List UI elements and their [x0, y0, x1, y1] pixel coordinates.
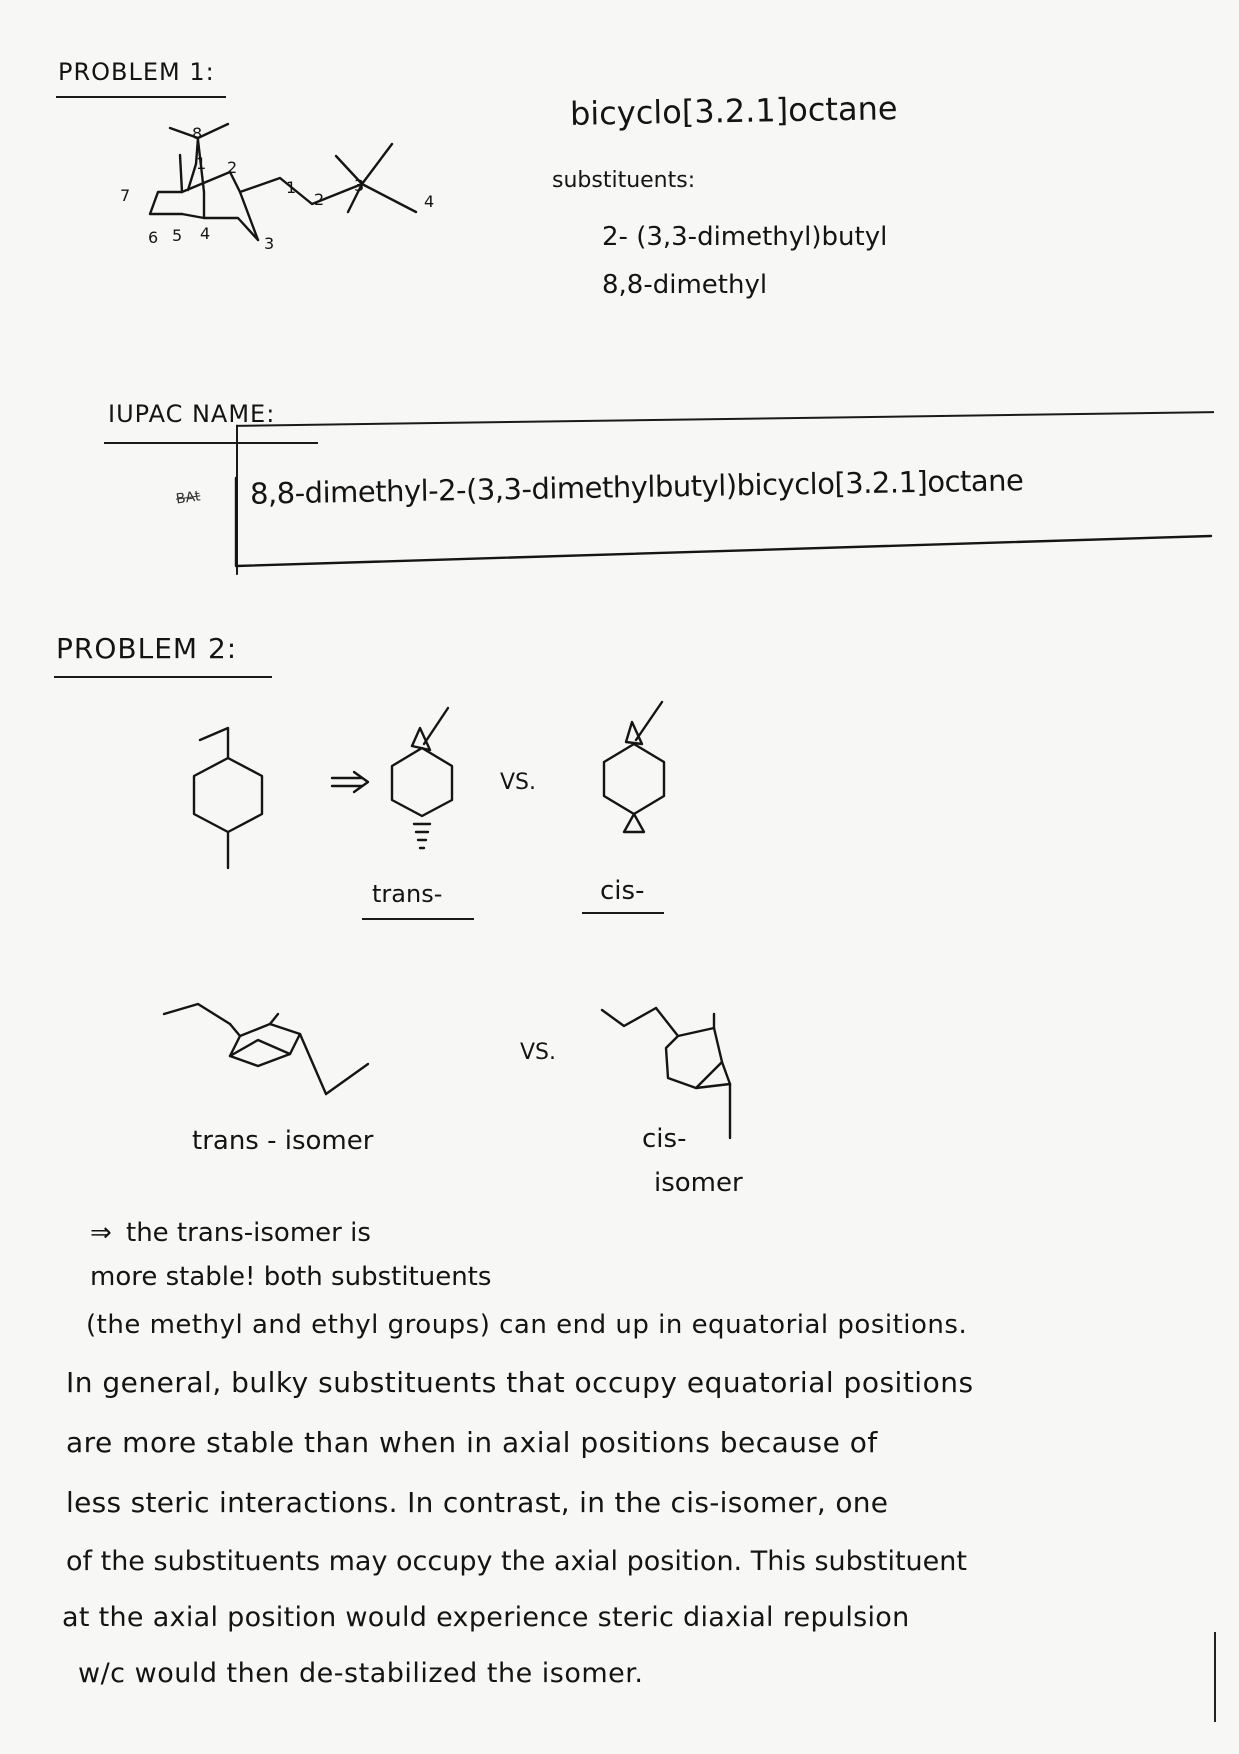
cis-isomer-label-line1: cis- [642, 1124, 687, 1154]
crossed-out-text: BAt [175, 488, 202, 508]
cis-chair-conformation [598, 1000, 798, 1150]
problem1-heading-underline [56, 96, 226, 98]
conclusion-line-1: the trans-isomer is [126, 1218, 371, 1248]
chain-number-1: 1 [286, 178, 297, 197]
chain-number-2: 2 [314, 190, 325, 209]
parent-name: bicyclo[3.2.1]octane [569, 89, 898, 133]
problem2-heading-underline [54, 676, 272, 678]
substituents-label: substituents: [552, 168, 696, 193]
conclusion-line-3: (the methyl and ethyl groups) can end up in equatorial positions. [86, 1310, 968, 1340]
conclusion-line-7: of the substituents may occupy the axial position. This substituent [66, 1546, 967, 1577]
trans-isomer-label: trans - isomer [192, 1126, 374, 1156]
chain-number-4: 4 [424, 192, 435, 211]
vs-label-2: VS. [520, 1040, 557, 1065]
conclusion-line-4: In general, bulky substituents that occupy equatorial positions [66, 1366, 974, 1399]
cis-label: cis- [600, 876, 645, 906]
ring-number-1: 1 [196, 154, 207, 173]
ring-number-2: 2 [227, 158, 238, 177]
iupac-name: 8,8-dimethyl-2-(3,3-dimethylbutyl)bicyclo[3.2.1]octane [249, 463, 1024, 511]
conclusion-arrow: ⇒ [90, 1218, 112, 1248]
trans-label-underline [362, 918, 474, 920]
trans-chair-conformation [158, 1000, 398, 1110]
cis-label-underline [582, 912, 664, 914]
substituent-2: 8,8-dimethyl [602, 270, 768, 300]
chain-number-3: 3 [354, 176, 365, 195]
problem2-heading: PROBLEM 2: [56, 632, 238, 665]
ring-number-3: 3 [264, 234, 275, 253]
substituent-1: 2- (3,3-dimethyl)butyl [602, 222, 888, 252]
ring-number-8: 8 [192, 124, 203, 143]
conclusion-line-2: more stable! both substituents [90, 1262, 492, 1292]
conclusion-line-9: w/c would then de-stabilized the isomer. [78, 1658, 644, 1689]
cis-structure [576, 696, 686, 886]
starting-cyclohexane [160, 710, 320, 880]
margin-line [1214, 1632, 1216, 1722]
cis-isomer-label-line2: isomer [654, 1168, 743, 1198]
vs-label-1: VS. [500, 770, 537, 795]
ring-number-4: 4 [200, 224, 211, 243]
conclusion-line-8: at the axial position would experience steric diaxial repulsion [62, 1602, 910, 1633]
problem1-heading: PROBLEM 1: [58, 58, 215, 86]
conclusion-line-5: are more stable than when in axial positions because of [66, 1426, 878, 1459]
iupac-label: IUPAC NAME: [108, 400, 276, 428]
trans-structure [364, 700, 474, 880]
ring-number-6: 6 [148, 228, 159, 247]
trans-label: trans- [372, 880, 443, 908]
ring-number-5: 5 [172, 226, 183, 245]
ring-number-7: 7 [120, 186, 131, 205]
conclusion-line-6: less steric interactions. In contrast, in the cis-isomer, one [66, 1486, 889, 1519]
